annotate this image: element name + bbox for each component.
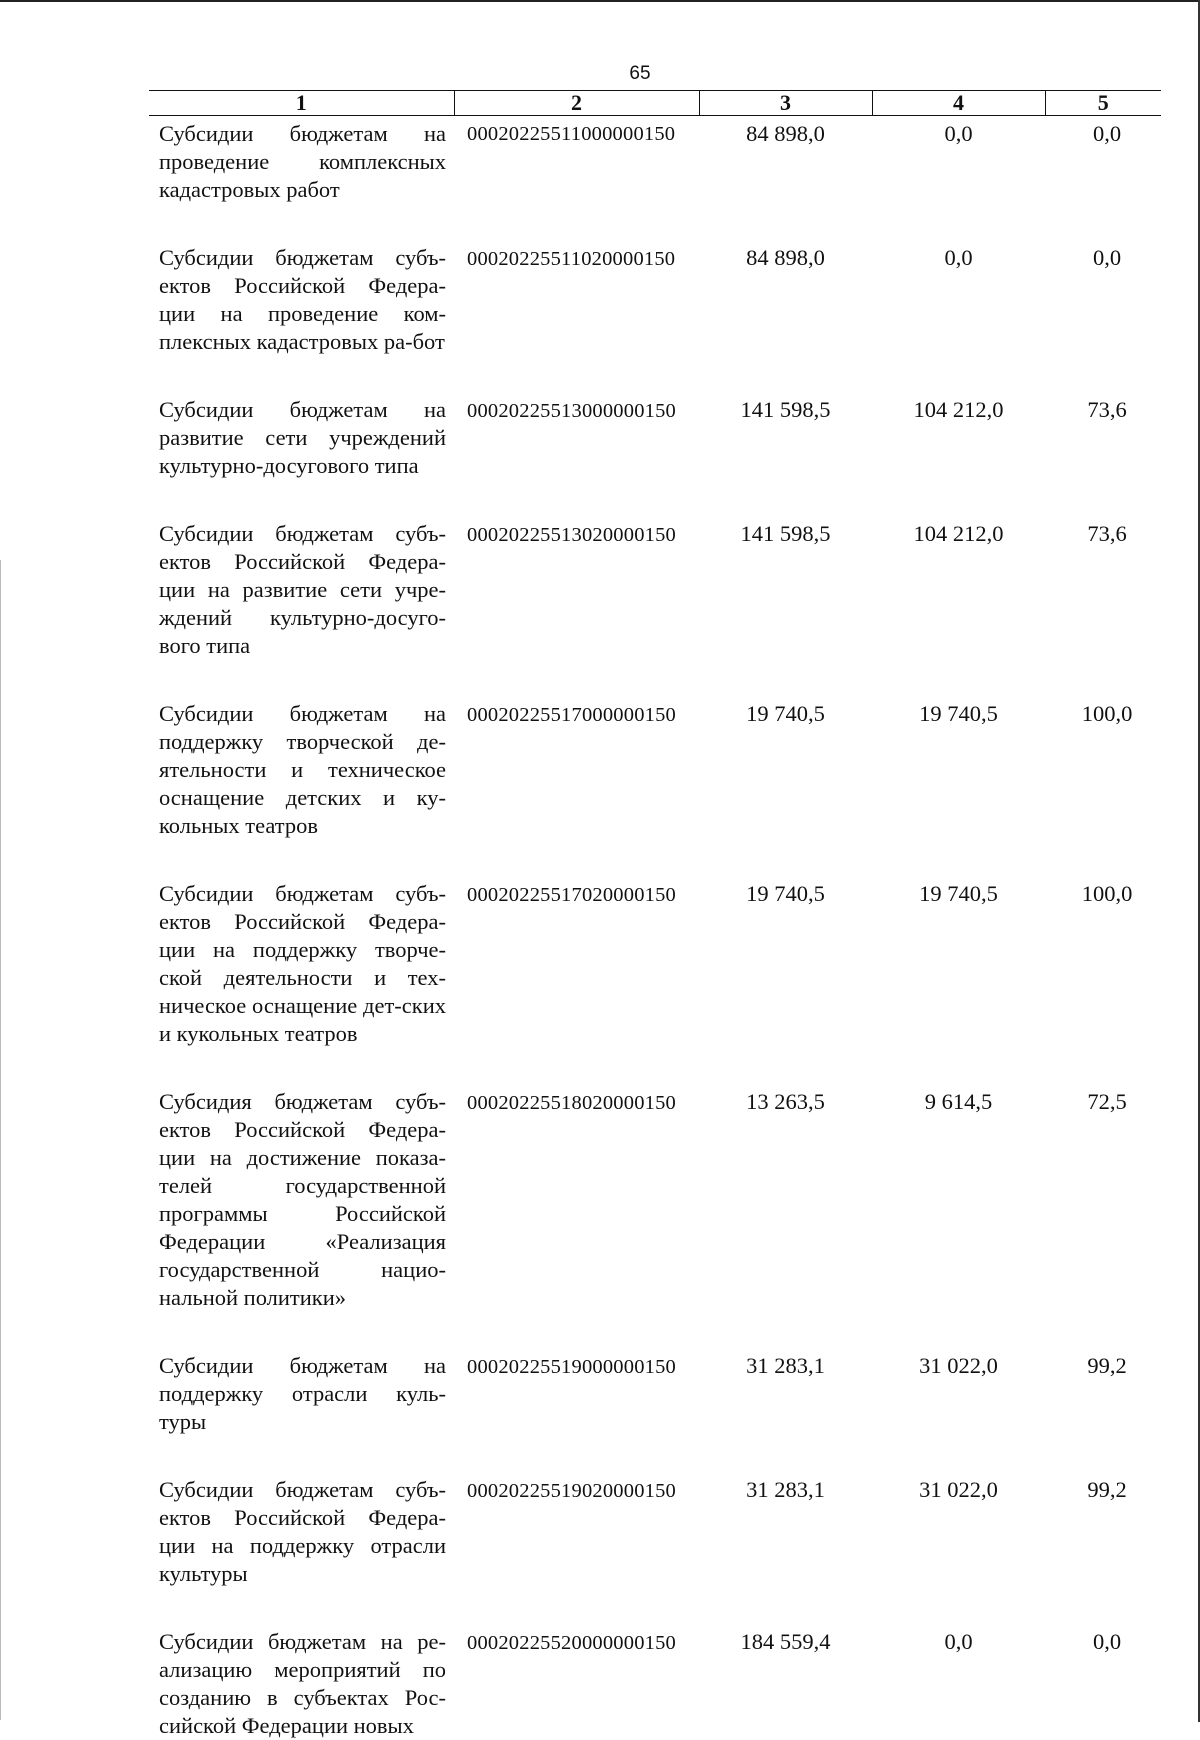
row-value-5: 100,0 xyxy=(1045,880,1161,1048)
page-number: 65 xyxy=(620,63,660,85)
table-header xyxy=(149,91,1161,116)
row-code: 00020225519000000150 xyxy=(454,1352,699,1436)
table-row xyxy=(149,244,1161,356)
row-name: Субсидии бюджетам на поддержку отрасли куль-туры xyxy=(149,1352,454,1436)
table-row xyxy=(149,1476,1161,1588)
table-row xyxy=(149,396,1161,480)
row-name: Субсидии бюджетам субъ-ектов Российской Федера-ции на проведение ком-плексных кадастровых ра-бот xyxy=(149,244,454,356)
row-value-5: 73,6 xyxy=(1045,396,1161,480)
scan-edge-left xyxy=(0,560,1,1720)
row-value-3: 13 263,5 xyxy=(699,1088,872,1312)
row-value-4: 0,0 xyxy=(872,1628,1045,1740)
table-row xyxy=(149,700,1161,840)
table-row xyxy=(149,1088,1161,1312)
row-code: 00020225520000000150 xyxy=(454,1628,699,1740)
row-value-3: 184 559,4 xyxy=(699,1628,872,1740)
column-header-3: 3 xyxy=(699,91,872,116)
row-value-3: 19 740,5 xyxy=(699,700,872,840)
row-value-4: 19 740,5 xyxy=(872,880,1045,1048)
row-value-3: 84 898,0 xyxy=(699,244,872,356)
row-value-5: 99,2 xyxy=(1045,1352,1161,1436)
table-row xyxy=(149,880,1161,1048)
row-value-5: 0,0 xyxy=(1045,116,1161,205)
row-value-4: 0,0 xyxy=(872,244,1045,356)
table-body xyxy=(149,116,1161,1740)
row-value-3: 84 898,0 xyxy=(699,116,872,205)
row-value-5: 100,0 xyxy=(1045,700,1161,840)
column-header-2: 2 xyxy=(454,91,699,116)
row-value-4: 19 740,5 xyxy=(872,700,1045,840)
table-row xyxy=(149,520,1161,660)
row-code: 00020225511020000150 xyxy=(454,244,699,356)
row-value-5: 73,6 xyxy=(1045,520,1161,660)
row-name: Субсидия бюджетам субъ-ектов Российской Федера-ции на достижение показа-телей государственной программы Российской Федерации «Реализация государственной нацио-нальной политики» xyxy=(149,1088,454,1312)
row-value-3: 31 283,1 xyxy=(699,1352,872,1436)
row-name: Субсидии бюджетам субъ-ектов Российской Федера-ции на развитие сети учре-ждений культурно-досуго-вого типа xyxy=(149,520,454,660)
row-value-4: 9 614,5 xyxy=(872,1088,1045,1312)
row-value-5: 0,0 xyxy=(1045,1628,1161,1740)
row-value-4: 104 212,0 xyxy=(872,396,1045,480)
row-code: 00020225513020000150 xyxy=(454,520,699,660)
scan-edge-top xyxy=(0,0,1200,2)
row-code: 00020225513000000150 xyxy=(454,396,699,480)
row-name: Субсидии бюджетам на ре-ализацию мероприятий по созданию в субъектах Рос-сийской Федерации новых xyxy=(149,1628,454,1740)
row-value-3: 141 598,5 xyxy=(699,520,872,660)
row-code: 00020225511000000150 xyxy=(454,116,699,205)
row-value-4: 104 212,0 xyxy=(872,520,1045,660)
row-value-3: 31 283,1 xyxy=(699,1476,872,1588)
row-name: Субсидии бюджетам на проведение комплексных кадастровых работ xyxy=(149,116,454,205)
row-code: 00020225519020000150 xyxy=(454,1476,699,1588)
row-value-5: 72,5 xyxy=(1045,1088,1161,1312)
row-name: Субсидии бюджетам на развитие сети учреждений культурно-досугового типа xyxy=(149,396,454,480)
row-value-3: 141 598,5 xyxy=(699,396,872,480)
table-row xyxy=(149,116,1161,205)
row-name: Субсидии бюджетам на поддержку творческой де-ятельности и техническое оснащение детских и ку-кольных театров xyxy=(149,700,454,840)
row-value-4: 31 022,0 xyxy=(872,1476,1045,1588)
row-value-5: 99,2 xyxy=(1045,1476,1161,1588)
table-row xyxy=(149,1352,1161,1436)
budget-table xyxy=(149,90,1161,1740)
row-code: 00020225517020000150 xyxy=(454,880,699,1048)
row-value-4: 31 022,0 xyxy=(872,1352,1045,1436)
row-value-4: 0,0 xyxy=(872,116,1045,205)
table-row xyxy=(149,1628,1161,1740)
column-header-5: 5 xyxy=(1045,91,1161,116)
row-name: Субсидии бюджетам субъ-ектов Российской Федера-ции на поддержку отрасли культуры xyxy=(149,1476,454,1588)
column-header-4: 4 xyxy=(872,91,1045,116)
row-code: 00020225518020000150 xyxy=(454,1088,699,1312)
row-name: Субсидии бюджетам субъ-ектов Российской Федера-ции на поддержку творче-ской деятельности и тех-ническое оснащение дет-ских и кукольных театров xyxy=(149,880,454,1048)
row-value-5: 0,0 xyxy=(1045,244,1161,356)
row-code: 00020225517000000150 xyxy=(454,700,699,840)
row-value-3: 19 740,5 xyxy=(699,880,872,1048)
column-header-1: 1 xyxy=(149,91,454,116)
